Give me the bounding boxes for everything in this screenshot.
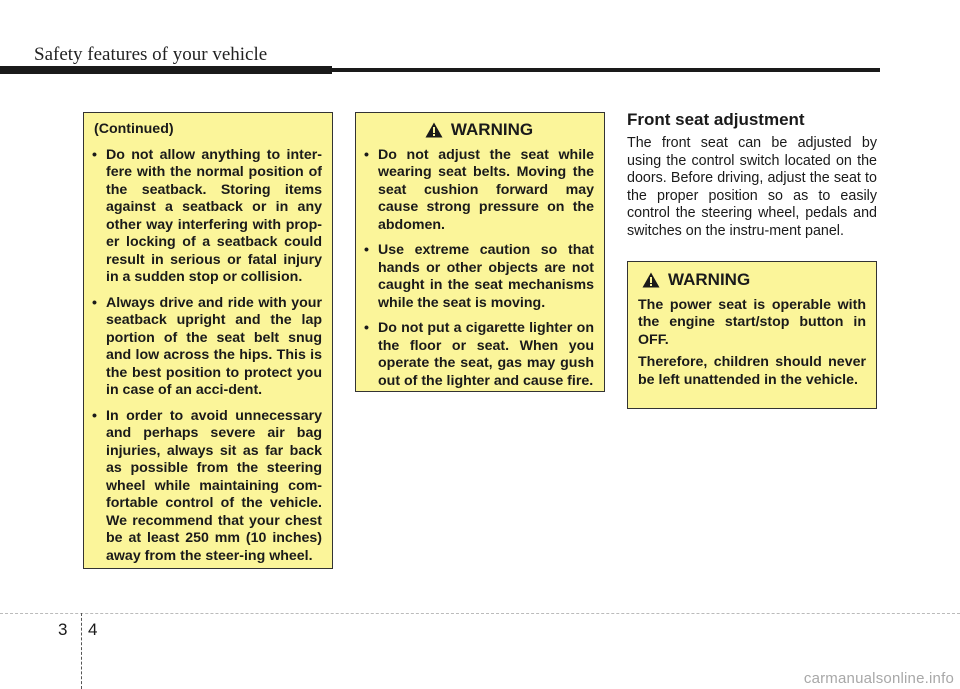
warning-triangle-icon	[642, 272, 660, 288]
section-body: The front seat can be adjusted by using the control switch located on the doors. Before driving, adjust the seat to the proper position so as to easily control the steering wheel, pedals and switches on the instru-ment panel.	[627, 135, 877, 239]
list-item: • Do not put a cigarette lighter on the floor or seat. When you operate the seat, gas may gush out of the lighter and cause fire.	[364, 320, 594, 390]
warning-title: WARNING	[450, 120, 534, 139]
list-item: • Always drive and ride with your seatback upright and the lap portion of the seat belt snug and low across the hips. This is the best position to protect you in case of an acci-dent.	[92, 295, 322, 400]
list-item: • Use extreme caution so that hands or other objects are not caught in the seat mechanisms while the seat is moving.	[364, 242, 594, 312]
seat-warning-list	[364, 147, 594, 391]
page-in-chapter: 4	[88, 620, 98, 639]
seat-warning-box	[355, 112, 605, 392]
list-item: • Do not allow anything to inter-fere with the normal position of the seatback. Storing items against a seatback or in any other way interfering with prop-er locking of a seatback could result in serious or fatal injury in a sudden stop or collision.	[92, 147, 322, 287]
list-item: • Do not adjust the seat while wearing seat belts. Moving the seat cushion forward may cause strong pressure on the abdomen.	[364, 147, 594, 235]
warning-header	[364, 121, 594, 139]
list-item: • In order to avoid unnecessary and perhaps severe air bag injuries, always sit as far back as possible from the steering wheel while maintaining com-fortable control of the vehicle. We recommend that your chest be at least 250 mm (10 inches) away from the steer-ing wheel.	[92, 408, 322, 566]
continued-warning-box	[83, 112, 333, 569]
warning-paragraph: The power seat is operable with the engine start/stop button in OFF.	[638, 296, 866, 348]
header-rule-accent	[0, 66, 332, 74]
warning-paragraph: Therefore, children should never be left unattended in the vehicle.	[638, 354, 866, 388]
continued-label: (Continued)	[94, 121, 174, 137]
header-title: Safety features of your vehicle	[34, 44, 268, 65]
warning-triangle-icon	[425, 122, 443, 138]
warning-title: WARNING	[668, 270, 751, 289]
continued-warning-list	[92, 147, 322, 566]
watermark: carmanualsonline.info	[803, 670, 954, 687]
power-seat-warning-box	[627, 261, 877, 409]
footer-rule	[0, 613, 960, 614]
section-heading: Front seat adjustment	[627, 110, 805, 129]
warning-header	[638, 271, 866, 289]
page-number-divider	[81, 613, 82, 689]
chapter-number: 3	[58, 620, 68, 639]
